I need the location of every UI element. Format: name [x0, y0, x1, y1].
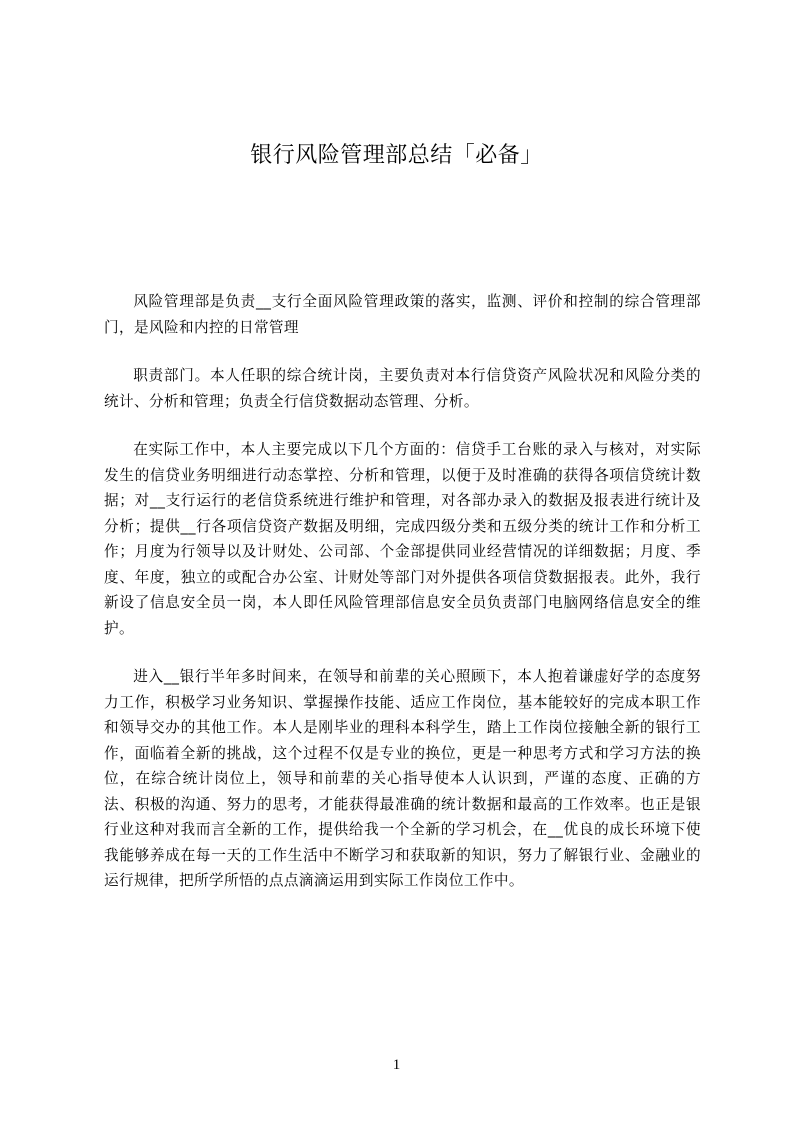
paragraph-3: 在实际工作中，本人主要完成以下几个方面的：信贷手工台账的录入与核对，对实际发生的信贷业务明细进行动态掌控、分析和管理，以便于及时准确的获得各项信贷统计数据；对__支行运行的老信贷系统进行维护和管理，对各部办录入的数据及报表进行统计及分析；提供__行各项信贷资产数据及明细，完成四级分类和五级分类的统计工作和分析工作；月度为行领导以及计财处、公司部、个金部提供同业经营情况的详细数据；月度、季度、年度，独立的或配合办公室、计财处等部门对外提供各项信贷数据报表。此外，我行新设了信息安全员一岗，本人即任风险管理部信息安全员负责部门电脑网络信息安全的维护。 [104, 441, 701, 637]
paragraph-1: 风险管理部是负责__支行全面风险管理政策的落实，监测、评价和控制的综合管理部门，是风险和内控的日常管理 [104, 293, 701, 336]
paragraph-4: 进入__银行半年多时间来，在领导和前辈的关心照顾下，本人抱着谦虚好学的态度努力工作，积极学习业务知识、掌握操作技能、适应工作岗位，基本能较好的完成本职工作和领导交办的其他工作。本人是刚毕业的理科本科学生，踏上工作岗位接触全新的银行工作，面临着全新的挑战，这个过程不仅是专业的换位，更是一种思考方式和学习方法的换位，在综合统计岗位上，领导和前辈的关心指导使本人认识到，严谨的态度、正确的方法、积极的沟通、努力的思考，才能获得最准确的统计数据和最高的工作效率。也正是银行业这种对我而言全新的工作，提供给我一个全新的学习机会，在__优良的成长环境下使我能够养成在每一天的工作生活中不断学习和获取新的知识，努力了解银行业、金融业的运行规律，把所学所悟的点点滴滴运用到实际工作岗位工作中。 [104, 668, 701, 889]
paragraph-2: 职责部门。本人任职的综合统计岗，主要负责对本行信贷资产风险状况和风险分类的统计、分析和管理；负责全行信贷数据动态管理、分析。 [104, 367, 701, 410]
page-number: 1 [392, 1057, 401, 1073]
document-body [104, 289, 701, 917]
document-title: 银行风险管理部总结「必备」 [250, 143, 543, 168]
